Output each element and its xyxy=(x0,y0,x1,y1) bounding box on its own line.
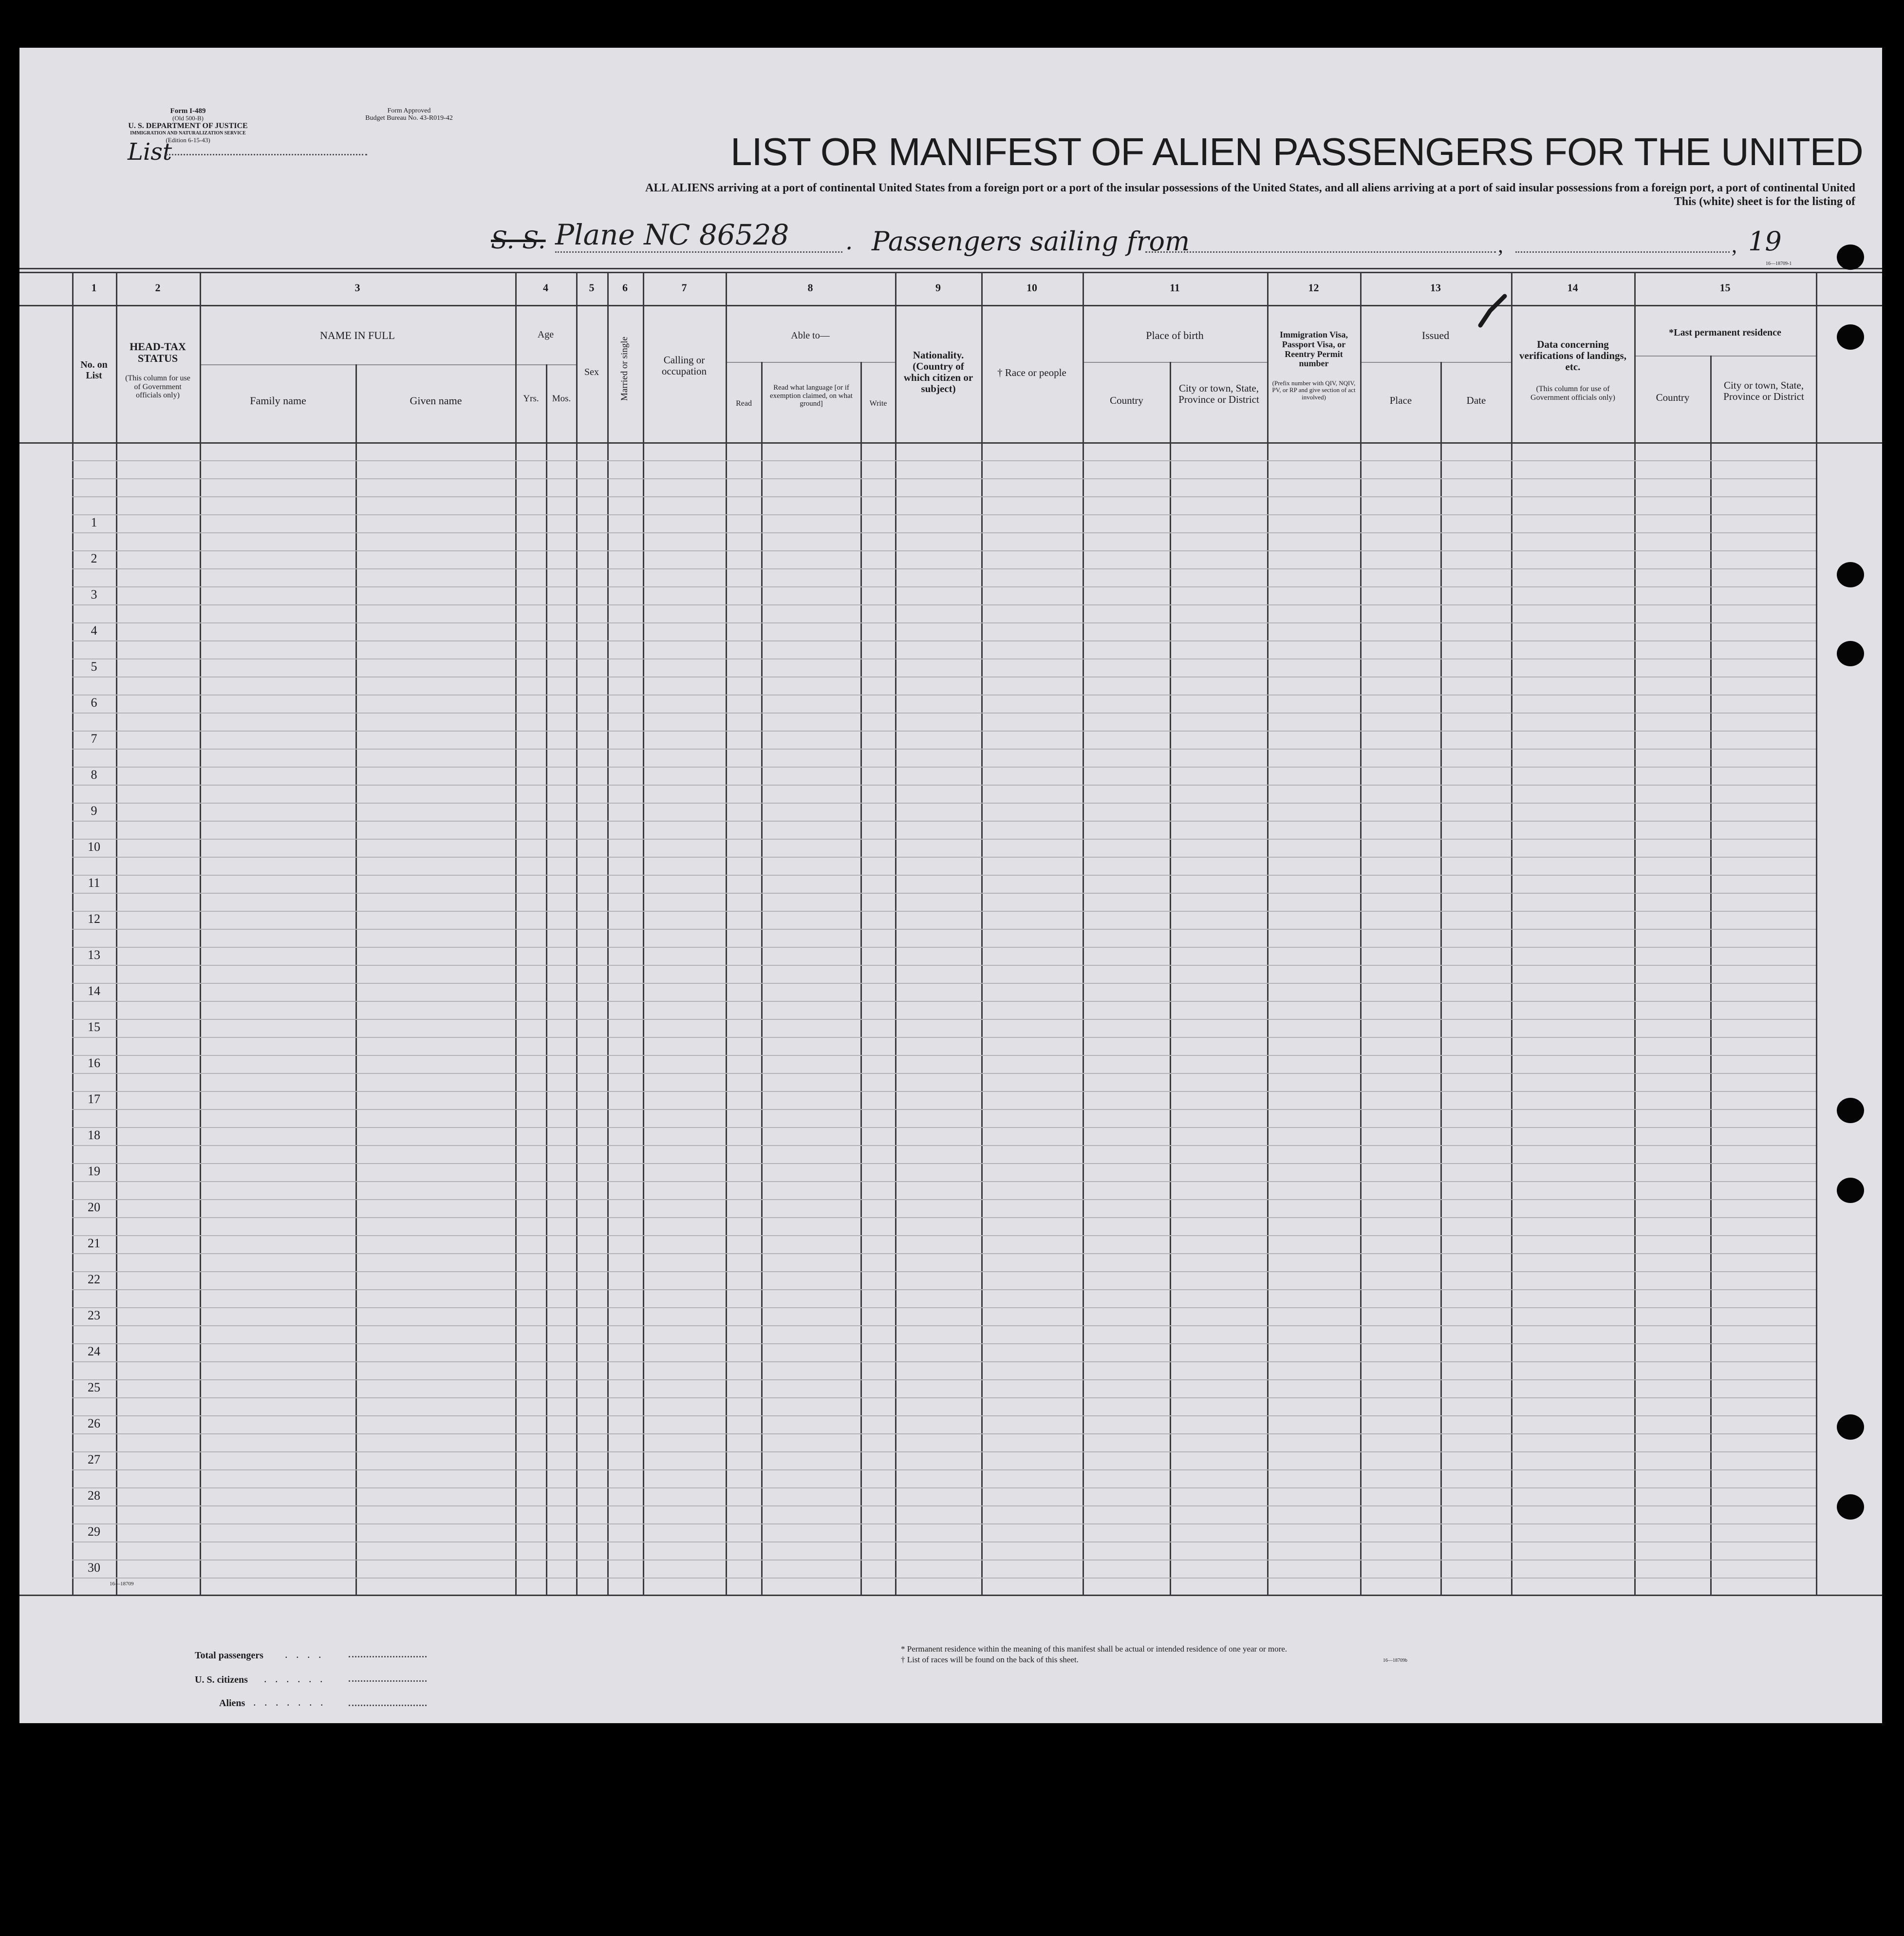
binder-hole xyxy=(1837,1494,1864,1520)
footnote-races: † List of races will be found on the back of this sheet. xyxy=(901,1655,1079,1664)
row-number: 20 xyxy=(88,1200,100,1214)
row-rule xyxy=(72,1541,1816,1542)
header-age: Age xyxy=(537,329,554,340)
header-residence-city: City or town, State, Province or District xyxy=(1723,379,1804,403)
row-rule xyxy=(72,1055,1816,1056)
footnote-permanent-residence: * Permanent residence within the meaning of this manifest shall be actual or intended residence of one year or more. xyxy=(901,1644,1288,1654)
sailing-from-field[interactable] xyxy=(1145,251,1496,253)
header-bottom-rule xyxy=(19,442,1882,444)
header-place-of-birth: Place of birth xyxy=(1146,329,1204,341)
table-bottom-rule xyxy=(19,1595,1882,1596)
row-number: 2 xyxy=(91,551,97,565)
col-rule xyxy=(576,272,578,1595)
row-number: 14 xyxy=(88,984,100,998)
us-citizens-field[interactable] xyxy=(349,1680,427,1682)
header-married-text: Married or single xyxy=(619,337,630,401)
col-rule xyxy=(72,272,74,1595)
header-birth-city: City or town, State, Province or District xyxy=(1178,382,1259,406)
form-approved: Form Approved xyxy=(387,107,431,114)
year-prefix: 19 xyxy=(1748,226,1782,257)
column-number: 2 xyxy=(155,282,161,294)
row-rule xyxy=(72,947,1816,948)
row-rule xyxy=(72,1361,1816,1362)
column-number: 11 xyxy=(1170,282,1180,294)
row-rule xyxy=(72,1001,1816,1002)
leader-dots: . . . . . . . xyxy=(253,1696,326,1708)
col-rule xyxy=(355,364,357,1595)
row-rule xyxy=(72,640,1816,641)
birth-subrule xyxy=(1084,362,1268,363)
able-subrule xyxy=(727,362,896,363)
row-rule xyxy=(72,1037,1816,1038)
row-number: 5 xyxy=(91,659,97,674)
header-able-to: Able to— xyxy=(791,330,830,341)
period-mark: . xyxy=(845,228,853,255)
row-rule xyxy=(72,1415,1816,1416)
column-number: 5 xyxy=(589,282,595,294)
row-rule xyxy=(72,586,1816,587)
header-years: Yrs. xyxy=(523,394,539,404)
row-rule xyxy=(72,658,1816,659)
row-rule xyxy=(72,1451,1816,1452)
row-number: 16 xyxy=(88,1056,100,1070)
col-rule xyxy=(515,272,517,1595)
row-rule xyxy=(72,1163,1816,1164)
name-subrule xyxy=(201,364,516,365)
column-number: 7 xyxy=(681,282,687,294)
budget-bureau-number: Budget Bureau No. 43-R019-42 xyxy=(365,114,453,122)
ss-prefix: S. S. xyxy=(491,226,546,254)
row-rule xyxy=(72,604,1816,605)
column-number: 3 xyxy=(355,282,360,294)
form-code: 16—18709-1 xyxy=(1766,261,1792,266)
manifest-title: LIST OR MANIFEST OF ALIEN PASSENGERS FOR THE UNITED xyxy=(730,130,1863,173)
us-citizens-label: U. S. citizens xyxy=(195,1674,248,1685)
table-top-rule xyxy=(19,268,1882,269)
header-write: Write xyxy=(869,399,887,408)
row-number: 8 xyxy=(91,768,97,782)
table-top-rule-2 xyxy=(19,272,1882,273)
list-field[interactable] xyxy=(166,154,367,155)
row-rule xyxy=(72,1199,1816,1200)
column-number: 8 xyxy=(807,282,813,294)
row-rule xyxy=(72,1487,1816,1488)
column-number: 6 xyxy=(622,282,628,294)
header-birth-country: Country xyxy=(1110,395,1143,406)
total-passengers-field[interactable] xyxy=(349,1656,427,1657)
header-name-in-full: NAME IN FULL xyxy=(320,329,395,341)
row-rule xyxy=(72,713,1816,714)
column-number: 13 xyxy=(1430,282,1441,294)
row-rule xyxy=(72,1433,1816,1434)
manifest-sheet xyxy=(19,48,1882,1723)
row-number: 18 xyxy=(88,1128,100,1142)
issued-subrule xyxy=(1361,362,1512,363)
row-number: 24 xyxy=(88,1344,100,1358)
row-rule xyxy=(72,1145,1816,1146)
col-rule xyxy=(1170,362,1171,1595)
row-number: 12 xyxy=(88,912,100,926)
row-rule xyxy=(72,1397,1816,1398)
header-landing-data: Data concerning verifications of landings, etc. xyxy=(1519,338,1626,373)
col-rule xyxy=(1440,362,1442,1595)
sailing-date-field[interactable] xyxy=(1515,251,1730,253)
row-rule xyxy=(72,622,1816,623)
row-rule xyxy=(72,460,1816,461)
handwritten-check-mark xyxy=(1475,291,1514,330)
col-rule xyxy=(1710,356,1712,1595)
row-number: 13 xyxy=(88,948,100,962)
row-rule xyxy=(72,1343,1816,1344)
row-number: 7 xyxy=(91,732,97,746)
column-number: 10 xyxy=(1027,282,1037,294)
col-rule xyxy=(1511,272,1512,1595)
row-rule xyxy=(72,839,1816,840)
list-label: List xyxy=(128,138,172,166)
aliens-label: Aliens xyxy=(219,1698,245,1709)
binder-hole xyxy=(1837,244,1864,270)
header-issued: Issued xyxy=(1421,329,1450,341)
row-rule xyxy=(72,929,1816,930)
header-race: † Race or people xyxy=(997,367,1066,378)
row-rule xyxy=(72,478,1816,479)
row-rule xyxy=(72,1091,1816,1092)
row-rule xyxy=(72,875,1816,876)
row-rule xyxy=(72,731,1816,732)
row-number: 9 xyxy=(91,804,97,818)
row-rule xyxy=(72,550,1816,551)
header-visa-note: (Prefix number with QIV, NQIV, PV, or RP and give section of act involved) xyxy=(1272,379,1356,401)
header-issued-date: Date xyxy=(1466,395,1486,406)
comma-mark: , xyxy=(1498,233,1503,257)
row-rule xyxy=(72,1127,1816,1128)
row-rule xyxy=(72,803,1816,804)
row-number: 22 xyxy=(88,1272,100,1286)
header-head-tax-note: (This column for use of Government officials only) xyxy=(125,374,190,400)
row-rule xyxy=(72,1379,1816,1380)
binder-hole xyxy=(1837,324,1864,350)
vessel-name-line xyxy=(555,251,842,253)
row-rule xyxy=(72,857,1816,858)
header-no-on-list: No. on List xyxy=(80,359,108,381)
row-number: 10 xyxy=(88,840,100,854)
column-number: 1 xyxy=(91,282,97,294)
row-rule xyxy=(72,568,1816,569)
header-read-language: Read what language [or if exemption claimed, on what ground] xyxy=(770,384,853,408)
total-passengers-label: Total passengers xyxy=(195,1650,263,1661)
col-rule xyxy=(860,362,862,1595)
row-number: 4 xyxy=(91,623,97,638)
form-number: Form I-489 xyxy=(170,107,206,115)
col-rule xyxy=(643,272,644,1595)
row-rule xyxy=(72,1578,1816,1579)
comma-mark-2: , xyxy=(1732,233,1737,257)
service-name: IMMIGRATION AND NATURALIZATION SERVICE xyxy=(130,131,246,136)
row-rule xyxy=(72,1505,1816,1506)
row-rule xyxy=(72,1325,1816,1326)
column-number: 15 xyxy=(1719,282,1731,294)
aliens-field[interactable] xyxy=(349,1705,427,1706)
old-form-number: (Old 500-B) xyxy=(172,114,204,122)
row-rule xyxy=(72,1289,1816,1290)
row-number: 1 xyxy=(91,515,97,529)
col-rule xyxy=(200,272,201,1595)
row-rule xyxy=(72,767,1816,768)
row-number: 17 xyxy=(88,1092,100,1106)
row-number: 29 xyxy=(88,1524,100,1539)
col-rule xyxy=(1816,272,1817,1595)
header-landing-note: (This column for use of Government officials only) xyxy=(1531,385,1615,402)
col-rule xyxy=(895,272,896,1595)
header-sex: Sex xyxy=(584,367,599,377)
header-issued-place: Place xyxy=(1389,395,1412,406)
header-visa: Immigration Visa, Passport Visa, or Reentry Permit number xyxy=(1279,330,1348,369)
row-number: 26 xyxy=(88,1416,100,1430)
header-family-name: Family name xyxy=(250,395,306,407)
row-rule xyxy=(72,965,1816,966)
col-rule xyxy=(116,272,117,1595)
row-number: 28 xyxy=(88,1488,100,1503)
leader-dots: . . . . xyxy=(285,1648,324,1660)
row-rule xyxy=(72,1253,1816,1254)
row-rule xyxy=(72,911,1816,912)
row-number: 25 xyxy=(88,1380,100,1394)
row-number: 23 xyxy=(88,1308,100,1322)
header-calling: Calling or occupation xyxy=(661,354,707,377)
col-rule xyxy=(1083,272,1084,1595)
sailing-from-label: Passengers sailing from xyxy=(872,226,1190,257)
binder-hole xyxy=(1837,641,1864,666)
row-rule xyxy=(72,821,1816,822)
leader-dots: . . . . . . xyxy=(264,1673,326,1685)
col-rule xyxy=(761,362,763,1595)
row-rule xyxy=(72,749,1816,750)
row-number: 3 xyxy=(91,587,97,601)
row-number: 11 xyxy=(88,876,100,890)
col-rule xyxy=(546,364,547,1595)
row-number: 21 xyxy=(88,1236,100,1250)
binder-hole xyxy=(1837,1098,1864,1123)
row-number: 6 xyxy=(91,695,97,710)
instruction-line-1: ALL ALIENS arriving at a port of continental United States from a foreign port or a port of the insular possessions of the United States, and all aliens arriving at a port of said insular possessions from a foreign port, a port of continental United xyxy=(645,182,1855,194)
header-head-tax: HEAD-TAX STATUS xyxy=(130,340,186,365)
header-months: Mos. xyxy=(552,394,571,404)
footnote-code: 16—18709b xyxy=(1383,1658,1407,1663)
column-number-rule xyxy=(19,305,1882,306)
row-rule xyxy=(72,983,1816,984)
header-last-residence: *Last permanent residence xyxy=(1669,327,1781,338)
binder-hole xyxy=(1837,1178,1864,1203)
vessel-name-handwritten[interactable]: Plane NC 86528 xyxy=(555,218,789,251)
header-nationality: Nationality. (Country of which citizen or subject) xyxy=(903,349,973,395)
residence-subrule xyxy=(1635,356,1816,357)
row-rule xyxy=(72,496,1816,497)
row-rule xyxy=(72,532,1816,533)
row-number: 15 xyxy=(88,1020,100,1034)
row-number: 27 xyxy=(88,1452,100,1466)
row-rule xyxy=(72,1235,1816,1236)
row-rule xyxy=(72,1307,1816,1308)
header-read: Read xyxy=(736,399,752,408)
row-number: 19 xyxy=(88,1164,100,1178)
row-rule xyxy=(72,1109,1816,1110)
column-number: 14 xyxy=(1567,282,1578,294)
row-rule xyxy=(72,785,1816,786)
row-rule xyxy=(72,1181,1816,1182)
instruction-line-2: This (white) sheet is for the listing of xyxy=(1674,195,1855,208)
col-rule xyxy=(981,272,983,1595)
bottom-form-code: 16—18709 xyxy=(110,1581,134,1587)
col-rule xyxy=(607,272,609,1595)
column-number: 12 xyxy=(1308,282,1319,294)
row-rule xyxy=(72,1523,1816,1524)
row-rule xyxy=(72,1469,1816,1470)
binder-hole xyxy=(1837,562,1864,587)
col-rule xyxy=(726,272,727,1595)
form-edition: (Edition 6-15-43) xyxy=(166,136,210,144)
row-rule xyxy=(72,1217,1816,1218)
header-given-name: Given name xyxy=(410,395,462,407)
col-rule xyxy=(1360,272,1362,1595)
col-rule xyxy=(1267,272,1269,1595)
row-rule xyxy=(72,1019,1816,1020)
row-rule xyxy=(72,893,1816,894)
column-number: 9 xyxy=(935,282,941,294)
row-rule xyxy=(72,1271,1816,1272)
department-name: U. S. DEPARTMENT OF JUSTICE xyxy=(128,122,248,130)
column-number: 4 xyxy=(543,282,548,294)
row-number: 30 xyxy=(88,1560,100,1575)
row-rule xyxy=(72,514,1816,515)
header-residence-country: Country xyxy=(1656,392,1690,403)
binder-hole xyxy=(1837,1414,1864,1440)
row-rule xyxy=(72,1073,1816,1074)
col-rule xyxy=(1634,272,1636,1595)
